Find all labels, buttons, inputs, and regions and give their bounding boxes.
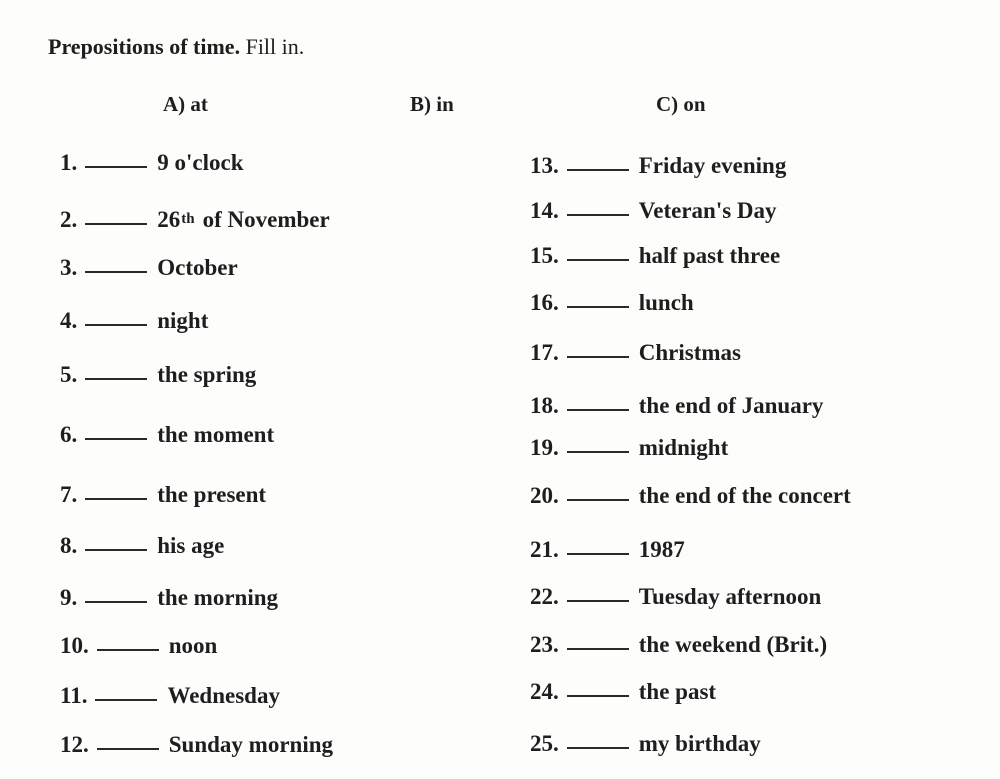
item-text: Sunday morning — [168, 732, 334, 757]
item-number: 21. — [530, 537, 559, 562]
item-text: the morning — [157, 585, 278, 610]
exercise-item-3 — [60, 255, 238, 281]
answer-blank[interactable] — [85, 222, 147, 225]
item-number: 8. — [60, 533, 78, 558]
item-text: the weekend (Brit.) — [638, 632, 828, 657]
answer-blank[interactable] — [567, 498, 629, 501]
exercise-item-16 — [530, 290, 694, 316]
item-number: 6. — [60, 422, 78, 447]
item-number: 10. — [60, 633, 89, 658]
answer-blank[interactable] — [567, 450, 629, 453]
item-number: 14. — [530, 198, 559, 223]
exercise-item-5 — [60, 362, 256, 388]
item-number: 19. — [530, 435, 559, 460]
answer-blank[interactable] — [85, 437, 147, 440]
item-text: October — [157, 255, 238, 280]
item-number: 22. — [530, 584, 559, 609]
item-text: half past three — [638, 243, 781, 268]
answer-blank[interactable] — [567, 408, 629, 411]
item-number: 16. — [530, 290, 559, 315]
title-bold: Prepositions of time. — [48, 34, 241, 59]
exercise-item-23 — [530, 632, 827, 658]
answer-blank[interactable] — [567, 213, 629, 216]
answer-blank[interactable] — [97, 747, 159, 750]
item-text: noon — [168, 633, 218, 658]
item-number: 9. — [60, 585, 78, 610]
exercise-item-22 — [530, 584, 821, 610]
exercise-item-21 — [530, 537, 685, 563]
answer-blank[interactable] — [97, 648, 159, 651]
item-number: 2. — [60, 207, 78, 232]
ordinal-suffix: th — [181, 211, 195, 227]
answer-blank[interactable] — [567, 746, 629, 749]
option-c: C) on — [656, 92, 706, 116]
item-text: his age — [157, 533, 225, 558]
exercise-item-14 — [530, 198, 777, 224]
item-number: 7. — [60, 482, 78, 507]
item-number: 23. — [530, 632, 559, 657]
exercise-item-13 — [530, 153, 786, 179]
item-text: the end of the concert — [638, 483, 851, 508]
exercise-item-11 — [60, 683, 280, 709]
item-text: night — [157, 308, 209, 333]
item-number: 25. — [530, 731, 559, 756]
answer-blank[interactable] — [85, 323, 147, 326]
exercise-item-8 — [60, 533, 224, 559]
item-text: Friday evening — [638, 153, 787, 178]
worksheet-title — [48, 34, 304, 60]
item-number: 3. — [60, 255, 78, 280]
option-b: B) in — [410, 92, 454, 116]
item-text: the past — [638, 679, 717, 704]
exercise-item-7 — [60, 482, 266, 508]
item-number: 11. — [60, 683, 88, 708]
exercise-item-19 — [530, 435, 728, 461]
answer-blank[interactable] — [567, 694, 629, 697]
exercise-item-10 — [60, 633, 217, 659]
item-text: midnight — [638, 435, 729, 460]
answer-blank[interactable] — [85, 600, 147, 603]
item-text: my birthday — [638, 731, 761, 756]
exercise-item-20 — [530, 483, 851, 509]
title-instruction: Fill in. — [245, 34, 305, 59]
answer-blank[interactable] — [85, 497, 147, 500]
item-text: the present — [157, 482, 267, 507]
item-number: 12. — [60, 732, 89, 757]
item-text: Wednesday — [167, 683, 280, 708]
item-text-after: of November — [202, 207, 330, 232]
item-text: Veteran's Day — [638, 198, 777, 223]
exercise-item-12 — [60, 732, 333, 758]
exercise-item-1 — [60, 150, 244, 176]
item-number: 1. — [60, 150, 78, 175]
answer-blank[interactable] — [567, 552, 629, 555]
item-text: the moment — [157, 422, 275, 447]
answer-blank[interactable] — [95, 698, 157, 701]
exercise-item-4 — [60, 308, 208, 334]
item-text: lunch — [638, 290, 694, 315]
item-text: 9 o'clock — [157, 150, 244, 175]
answer-blank[interactable] — [85, 270, 147, 273]
item-number: 24. — [530, 679, 559, 704]
item-number: 4. — [60, 308, 78, 333]
answer-blank[interactable] — [85, 165, 147, 168]
item-number: 20. — [530, 483, 559, 508]
exercise-item-17 — [530, 340, 741, 366]
answer-blank[interactable] — [567, 258, 629, 261]
item-text: Tuesday afternoon — [638, 584, 822, 609]
item-number: 18. — [530, 393, 559, 418]
answer-blank[interactable] — [567, 305, 629, 308]
answer-blank[interactable] — [85, 377, 147, 380]
answer-blank[interactable] — [567, 168, 629, 171]
option-a: A) at — [163, 92, 208, 116]
exercise-item-24 — [530, 679, 716, 705]
exercise-item-2 — [60, 207, 330, 233]
answer-blank[interactable] — [567, 647, 629, 650]
item-text: the end of January — [638, 393, 824, 418]
item-text: Christmas — [638, 340, 741, 365]
item-number: 5. — [60, 362, 78, 387]
item-text: the spring — [157, 362, 257, 387]
exercise-item-25 — [530, 731, 761, 757]
item-number: 13. — [530, 153, 559, 178]
answer-blank[interactable] — [85, 548, 147, 551]
exercise-item-18 — [530, 393, 823, 419]
answer-blank[interactable] — [567, 599, 629, 602]
item-text: 1987 — [638, 537, 685, 562]
exercise-item-15 — [530, 243, 780, 269]
exercise-item-6 — [60, 422, 274, 448]
exercise-item-9 — [60, 585, 278, 611]
item-number: 15. — [530, 243, 559, 268]
item-text: 26 — [157, 207, 181, 232]
answer-blank[interactable] — [567, 355, 629, 358]
item-number: 17. — [530, 340, 559, 365]
